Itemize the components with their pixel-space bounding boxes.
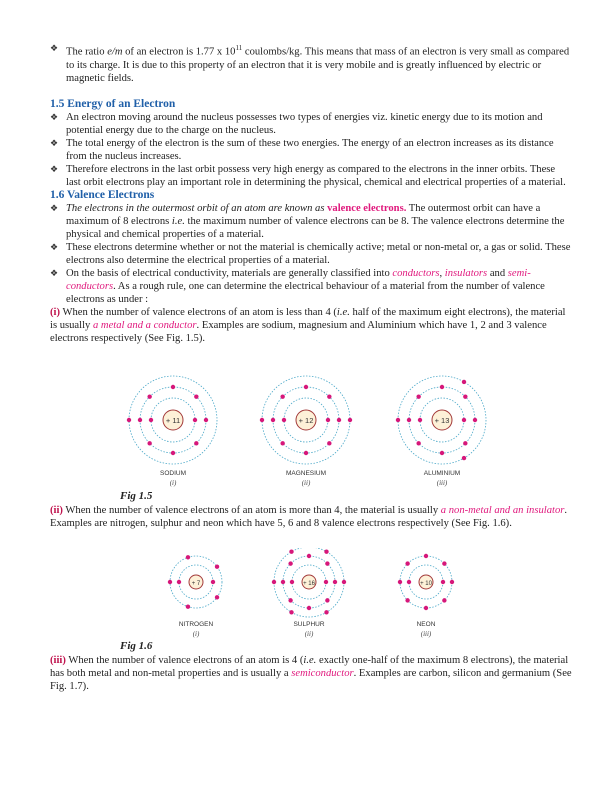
electron-dot [337,418,341,422]
text: The electrons in the outermost orbit of an atom are known as [66,203,328,214]
electron-dot [333,580,337,584]
term-highlight: a metal and a conductor [92,320,197,331]
electron-dot [348,418,352,422]
electron-dot [186,555,190,559]
text: When the number of valence electrons of an atom is 4 ( [65,655,304,666]
nucleus-charge: + 10 [420,581,432,587]
atom-name-label: SODIUM [160,470,186,477]
electron-dot [288,561,292,565]
electron-dot [327,394,331,398]
electron-dot [186,605,190,609]
term-highlight: valence electrons. [327,203,407,214]
figure-caption: Fig 1.5 [120,490,153,502]
text: When the number of valence electrons of an atom is less than 4 ( [60,307,337,318]
electron-dot [327,441,331,445]
atom-name-label: SULPHUR [293,621,325,628]
electron-dot [271,418,275,422]
electron-dot [441,580,445,584]
electron-dot [326,418,330,422]
text: The outermost orbit can have a maximum of 8 electrons [66,203,541,227]
electron-dot [307,606,311,610]
text: On the basis of electrical conductivity, materials are generally classified into [66,268,393,279]
electron-dot [463,394,467,398]
text: i.e. [171,216,185,227]
nucleus-charge: + 13 [434,416,450,425]
section-heading: 1.6 Valence Electrons [50,189,155,201]
atom-sublabel: (i) [169,479,177,487]
electron-dot [396,418,400,422]
text: . As a rough rule, one can determine the electrical behaviour of a material from the number of valence electrons as under : [66,281,545,305]
term-highlight: semiconductor [291,668,354,679]
case-number: (i) [50,307,60,318]
electron-dot [407,418,411,422]
electron-dot [194,441,198,445]
electron-dot [450,580,454,584]
electron-dot [307,554,311,558]
electron-dot [260,418,264,422]
text: the maximum number of valence electrons can be 8. The valence electrons determine the physical and chemical properties of a material. [66,216,565,240]
diamond-bullet-icon: ❖ [50,43,59,53]
figure-1-5-atoms [0,375,612,493]
figure-1-6-atoms [0,548,612,640]
electron-dot [405,561,409,565]
text: . Examples are nitrogen, sulphur and neon which have 5, 6 and 8 valence electrons respectively (See Fig. 1.6). [50,505,568,529]
electron-dot [193,418,197,422]
electron-dot [424,554,428,558]
electron-dot [127,418,131,422]
text: e/m [107,46,123,58]
case-2 [50,504,572,530]
nucleus-charge: + 7 [191,581,201,587]
atom-sublabel: (iii) [436,479,448,487]
text: half of the maximum eight electrons), the material is usually [50,307,566,331]
electron-dot [324,610,328,614]
electron-dot [290,580,294,584]
electron-dot [171,385,175,389]
bullet-text: The total energy of the electron is the sum of these two energies. The energy of an electron increases as its distance from the nucleus increases. [66,138,554,162]
bullet-text: An electron moving around the nucleus possesses two types of energies viz. kinetic energy due to its motion and potential energy due to the charge on the nucleus. [66,112,543,136]
electron-dot [418,418,422,422]
nucleus-charge: + 12 [298,416,314,425]
electron-dot [442,561,446,565]
electron-dot [280,394,284,398]
electron-dot [462,456,466,460]
diamond-bullet-icon: ❖ [50,268,59,278]
electron-dot [194,394,198,398]
term-highlight: conductors [392,268,440,279]
electron-dot [304,385,308,389]
electron-dot [147,394,151,398]
term-highlight: semi-conductors [66,268,531,292]
case-number: (iii) [50,655,66,666]
electron-dot [440,385,444,389]
bullet-text: These electrons determine whether or not the material is chemically active; metal or non-metal or, a gas or solid. These electrons also determine the electrical properties of a material. [66,242,571,266]
text: of an electron is 1.77 x 10 [122,46,236,58]
atom-name-label: NITROGEN [178,621,214,628]
electron-dot [215,595,219,599]
electron-dot [462,418,466,422]
electron-dot [282,418,286,422]
electron-dot [473,418,477,422]
electron-dot [171,451,175,455]
nucleus-charge: + 11 [165,416,181,425]
atom-sublabel: (iii) [420,630,432,638]
diamond-bullet-icon: ❖ [50,203,59,213]
text: . Examples are carbon, silicon and germanium (See Fig. 1.7). [50,668,572,692]
electron-dot [204,418,208,422]
atom-name-label: ALUMINIUM [423,470,461,477]
atom-name-label: NEON [416,621,436,628]
electron-dot [272,580,276,584]
case-1 [50,306,572,345]
case-number: (ii) [50,505,63,516]
text: i.e. [336,307,350,318]
text: , [439,268,445,279]
electron-dot [147,441,151,445]
text: coulombs/kg. This means that mass of an electron is very small as compared to its charge. It is due to this property of an electron that it is very mobile and is greatly influenced by electric or magnetic fields. [66,46,570,84]
electron-dot [342,580,346,584]
text: i.e. [303,655,317,666]
term-highlight: insulators [444,268,488,279]
electron-dot [289,549,293,553]
case-3 [50,654,572,693]
electron-dot [168,580,172,584]
electron-dot [442,598,446,602]
diamond-bullet-icon: ❖ [50,112,59,122]
electron-dot [416,394,420,398]
text: and [487,268,508,279]
exponent: 11 [235,44,243,52]
electron-dot [398,580,402,584]
text: When the number of valence electrons of an atom is more than 4, the material is usually [62,505,441,516]
electron-dot [304,451,308,455]
atom-sublabel: (i) [192,630,200,638]
electron-dot [324,580,328,584]
electron-dot [424,606,428,610]
diamond-bullet-icon: ❖ [50,242,59,252]
diamond-bullet-icon: ❖ [50,164,59,174]
electron-dot [324,549,328,553]
nucleus-charge: + 16 [303,581,315,587]
electron-dot [177,580,181,584]
atom-sublabel: (ii) [301,479,311,487]
section-heading: 1.5 Energy of an Electron [50,98,176,110]
electron-dot [440,451,444,455]
text: . Examples are sodium, magnesium and Aluminium which have 1, 2 and 3 valence electrons respectively (See Fig. 1.5). [50,320,547,344]
electron-dot [405,598,409,602]
electron-dot [463,441,467,445]
electron-dot [149,418,153,422]
electron-dot [288,598,292,602]
atom-name-label: MAGNESIUM [285,470,327,477]
electron-dot [211,580,215,584]
electron-dot [280,441,284,445]
figure-caption: Fig 1.6 [120,640,153,652]
electron-dot [289,610,293,614]
electron-dot [325,561,329,565]
text: exactly one-half of the maximum 8 electrons), the material has both metal and non-metal properties and is usually a [50,655,569,679]
term-highlight: a non-metal and an insulator [440,505,565,516]
electron-dot [462,380,466,384]
electron-dot [416,441,420,445]
section-1-5 [50,98,572,345]
electron-dot [281,580,285,584]
bullet-text: Therefore electrons in the last orbit possess very high energy as compared to the electrons in the inner orbits. These last orbit electrons play an important role in determining the physical, chemical and electrical properties of a material. [66,164,566,188]
diamond-bullet-icon: ❖ [50,138,59,148]
electron-dot [407,580,411,584]
electron-dot [325,598,329,602]
text: The ratio [66,46,108,58]
electron-dot [138,418,142,422]
intro-bullet [50,42,572,85]
atom-sublabel: (ii) [304,630,314,638]
electron-dot [215,565,219,569]
